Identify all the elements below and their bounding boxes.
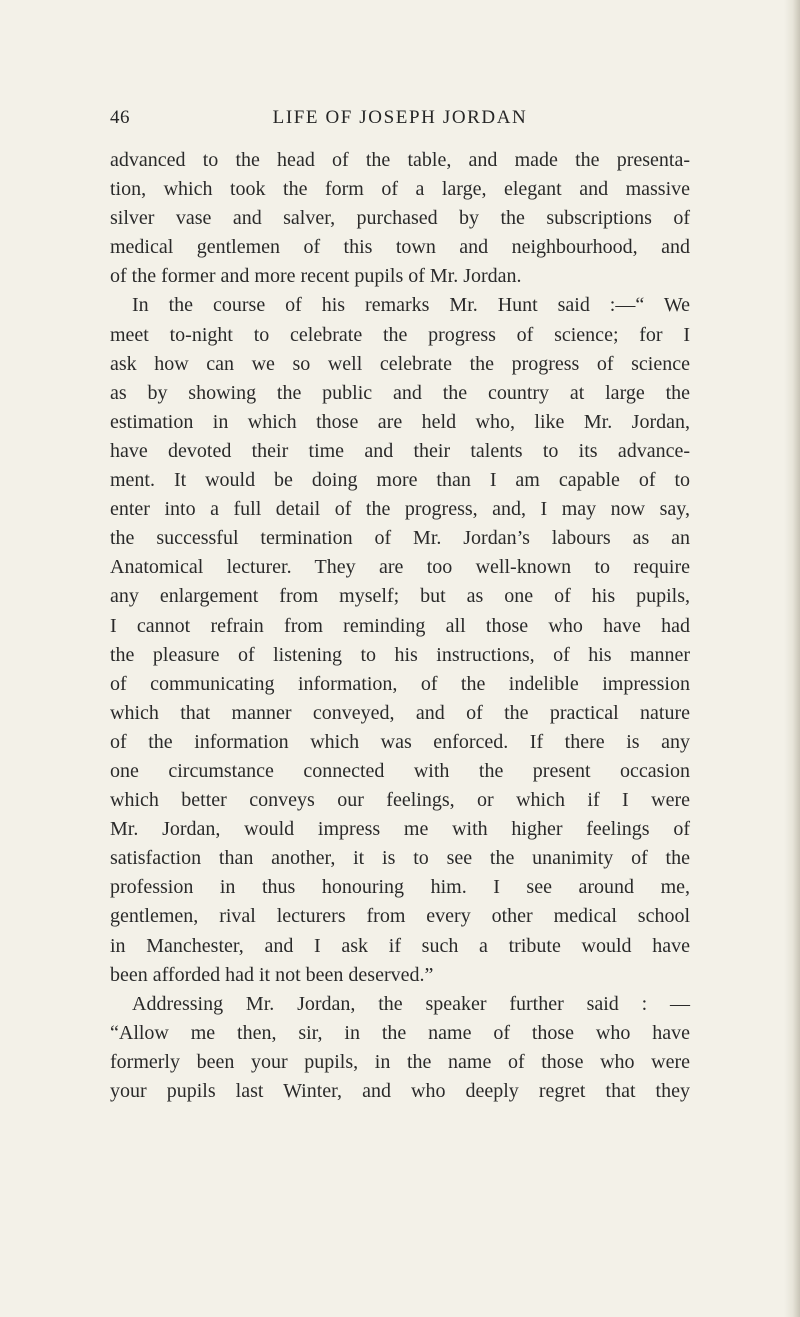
text-line: estimation in which those are held who, like Mr. Jordan, — [110, 410, 690, 433]
text-line: enter into a full detail of the progress, and, I may now say, — [110, 498, 690, 521]
text-line: of communicating information, of the indelible impression — [110, 672, 690, 695]
text-line: which better conveys our feelings, or which if I were — [110, 789, 690, 812]
text-line: tion, which took the form of a large, elegant and massive — [110, 178, 690, 201]
text-line: “Allow me then, sir, in the name of those who have — [110, 1021, 690, 1044]
text-line: have devoted their time and their talents to its advance- — [110, 439, 690, 462]
body-text — [110, 146, 690, 1106]
text-line: I cannot refrain from reminding all those who have had — [110, 614, 690, 637]
text-line: as by showing the public and the country at large the — [110, 381, 690, 404]
page-header — [110, 107, 690, 137]
text-line: the successful termination of Mr. Jordan’s labours as an — [110, 527, 690, 550]
text-line: advanced to the head of the table, and made the presenta- — [110, 149, 690, 171]
text-line: silver vase and salver, purchased by the subscriptions of — [110, 207, 690, 230]
text-line: of the information which was enforced. If there is any — [110, 730, 690, 753]
text-line: been afforded had it not been deserved.” — [110, 963, 434, 986]
text-line: ask how can we so well celebrate the progress of science — [110, 352, 690, 375]
text-line: meet to-night to celebrate the progress of science; for I — [110, 323, 690, 346]
text-line: of the former and more recent pupils of Mr. Jordan. — [110, 265, 522, 288]
text-line: Addressing Mr. Jordan, the speaker further said : — — [132, 992, 690, 1015]
text-line: satisfaction than another, it is to see the unanimity of the — [110, 847, 690, 870]
text-line: one circumstance connected with the present occasion — [110, 759, 690, 782]
text-line: any enlargement from myself; but as one of his pupils, — [110, 585, 690, 608]
text-line: profession in thus honouring him. I see around me, — [110, 876, 690, 899]
page-edge-shadow — [784, 0, 800, 1317]
text-line: ment. It would be doing more than I am capable of to — [110, 469, 690, 492]
text-line: in Manchester, and I ask if such a tribute would have — [110, 934, 690, 957]
text-line: Anatomical lecturer. They are too well-known to require — [110, 556, 690, 579]
page-number: 46 — [110, 107, 130, 128]
text-line: which that manner conveyed, and of the practical nature — [110, 701, 690, 724]
text-line: In the course of his remarks Mr. Hunt said :—“ We — [132, 294, 690, 317]
text-line: medical gentlemen of this town and neighbourhood, and — [110, 236, 690, 259]
text-line: formerly been your pupils, in the name of those who were — [110, 1050, 690, 1073]
running-title: LIFE OF JOSEPH JORDAN — [272, 107, 528, 128]
text-line: your pupils last Winter, and who deeply regret that they — [110, 1080, 690, 1102]
text-line: the pleasure of listening to his instructions, of his manner — [110, 643, 690, 666]
text-line: Mr. Jordan, would impress me with higher feelings of — [110, 818, 690, 841]
text-line: gentlemen, rival lecturers from every other medical school — [110, 905, 690, 928]
